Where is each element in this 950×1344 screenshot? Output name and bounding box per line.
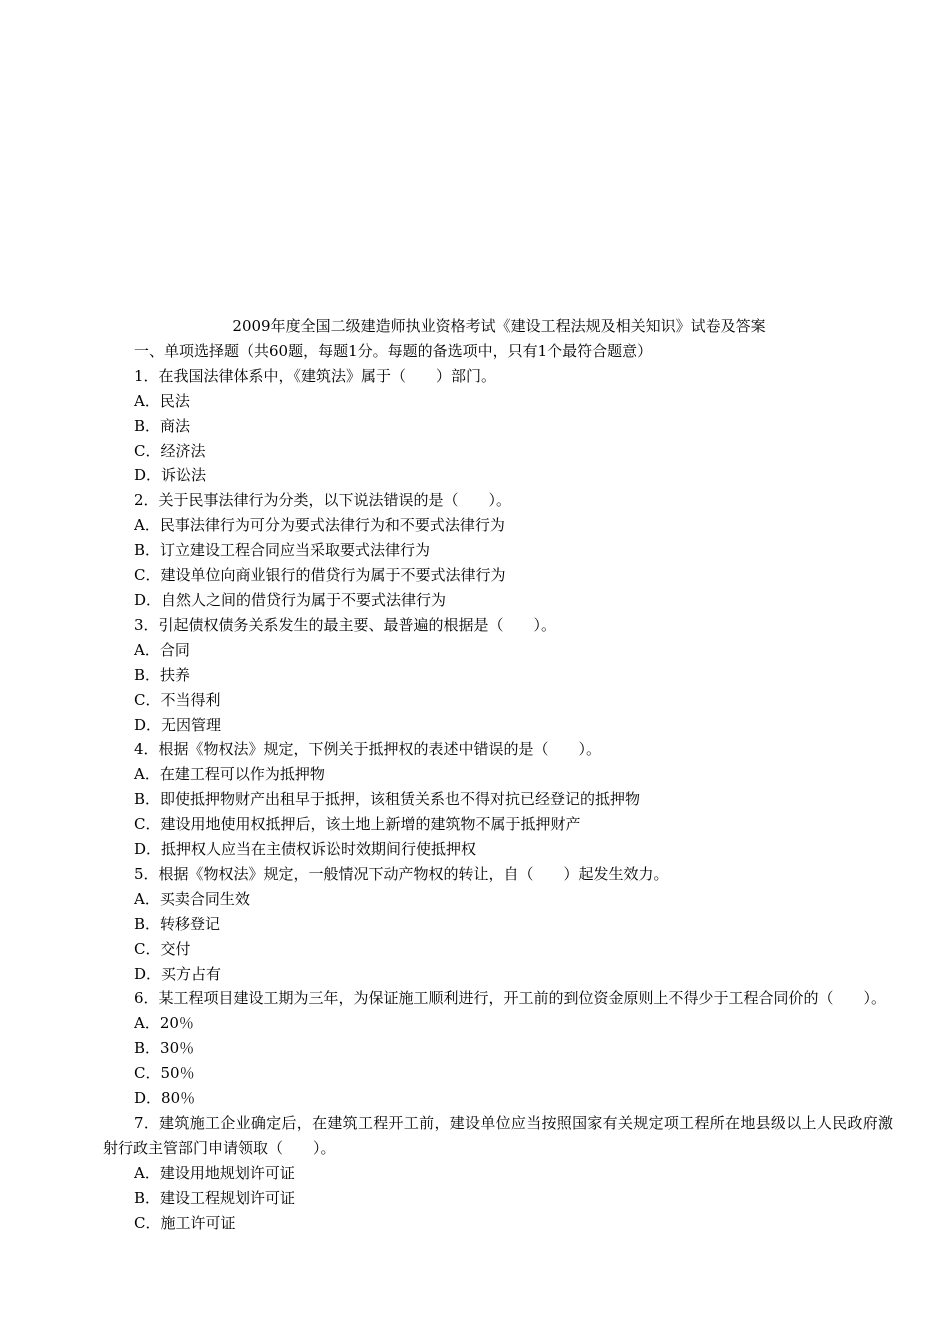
question-6-option-c: C．50％ (134, 1064, 195, 1083)
section-heading: 一、单项选择题（共60题，每题1分。每题的备选项中，只有1个最符合题意） (134, 341, 653, 360)
question-2-option-c: C．建设单位向商业银行的借贷行为属于不要式法律行为 (134, 566, 506, 585)
question-5-option-c: C．交付 (134, 939, 191, 958)
question-3-option-c: C．不当得利 (134, 690, 221, 709)
document-body (103, 314, 893, 1236)
question-4-option-b: B．即使抵押物财产出租早于抵押，该租赁关系也不得对抗已经登记的抵押物 (134, 790, 641, 809)
question-3-stem: 3．引起债权债务关系发生的最主要、最普遍的根据是（ ）。 (134, 615, 557, 634)
question-1-option-c: C．经济法 (134, 441, 206, 460)
question-2-option-a: A．民事法律行为可分为要式法律行为和不要式法律行为 (134, 516, 505, 535)
question-2-option-d: D．自然人之间的借贷行为属于不要式法律行为 (134, 590, 447, 609)
question-1-option-a: A．民法 (134, 391, 190, 410)
question-4-option-a: A．在建工程可以作为抵押物 (134, 765, 325, 784)
question-1-option-d: D．诉讼法 (134, 466, 207, 485)
question-4-option-d: D．抵押权人应当在主债权诉讼时效期间行使抵押权 (134, 840, 477, 859)
question-5-option-d: D．买方占有 (134, 964, 222, 983)
question-1-option-b: B．商法 (134, 416, 191, 435)
question-6-option-b: B．30％ (134, 1039, 195, 1058)
question-6-option-d: D．80％ (134, 1089, 196, 1108)
question-6-stem: 6．某工程项目建设工期为三年，为保证施工顺利进行，开工前的到位资金原则上不得少于工程合同价的（ ）。 (134, 989, 887, 1008)
question-2-stem: 2．关于民事法律行为分类，以下说法错误的是（ ）。 (134, 491, 512, 510)
question-7-stem: 7．建筑施工企业确定后，在建筑工程开工前，建设单位应当按照国家有关规定项工程所在地县级以上人民政府激射行政主管部门申请领取（ ）。 (103, 1114, 893, 1157)
question-4-option-c: C．建设用地使用权抵押后，该土地上新增的建筑物不属于抵押财产 (134, 815, 581, 834)
question-2-option-b: B．订立建设工程合同应当采取要式法律行为 (134, 541, 431, 560)
question-7-option-b: B．建设工程规划许可证 (134, 1188, 296, 1207)
document-title: 2009年度全国二级建造师执业资格考试《建设工程法规及相关知识》试卷及答案 (232, 317, 766, 335)
question-3-option-a: A．合同 (134, 640, 190, 659)
question-1-stem: 1．在我国法律体系中，《建筑法》属于（ ）部门。 (134, 366, 497, 385)
question-5-option-a: A．买卖合同生效 (134, 889, 250, 908)
question-4-stem: 4．根据《物权法》规定，下例关于抵押权的表述中错误的是（ ）。 (134, 740, 602, 759)
question-3-option-d: D．无因管理 (134, 715, 222, 734)
question-3-option-b: B．扶养 (134, 665, 191, 684)
question-7-option-a: A．建设用地规划许可证 (134, 1163, 295, 1182)
question-7-option-c: C．施工许可证 (134, 1213, 236, 1232)
question-5-option-b: B．转移登记 (134, 914, 221, 933)
question-6-option-a: A．20％ (134, 1014, 194, 1033)
question-5-stem: 5．根据《物权法》规定，一般情况下动产物权的转让，自（ ）起发生效力。 (134, 864, 669, 883)
